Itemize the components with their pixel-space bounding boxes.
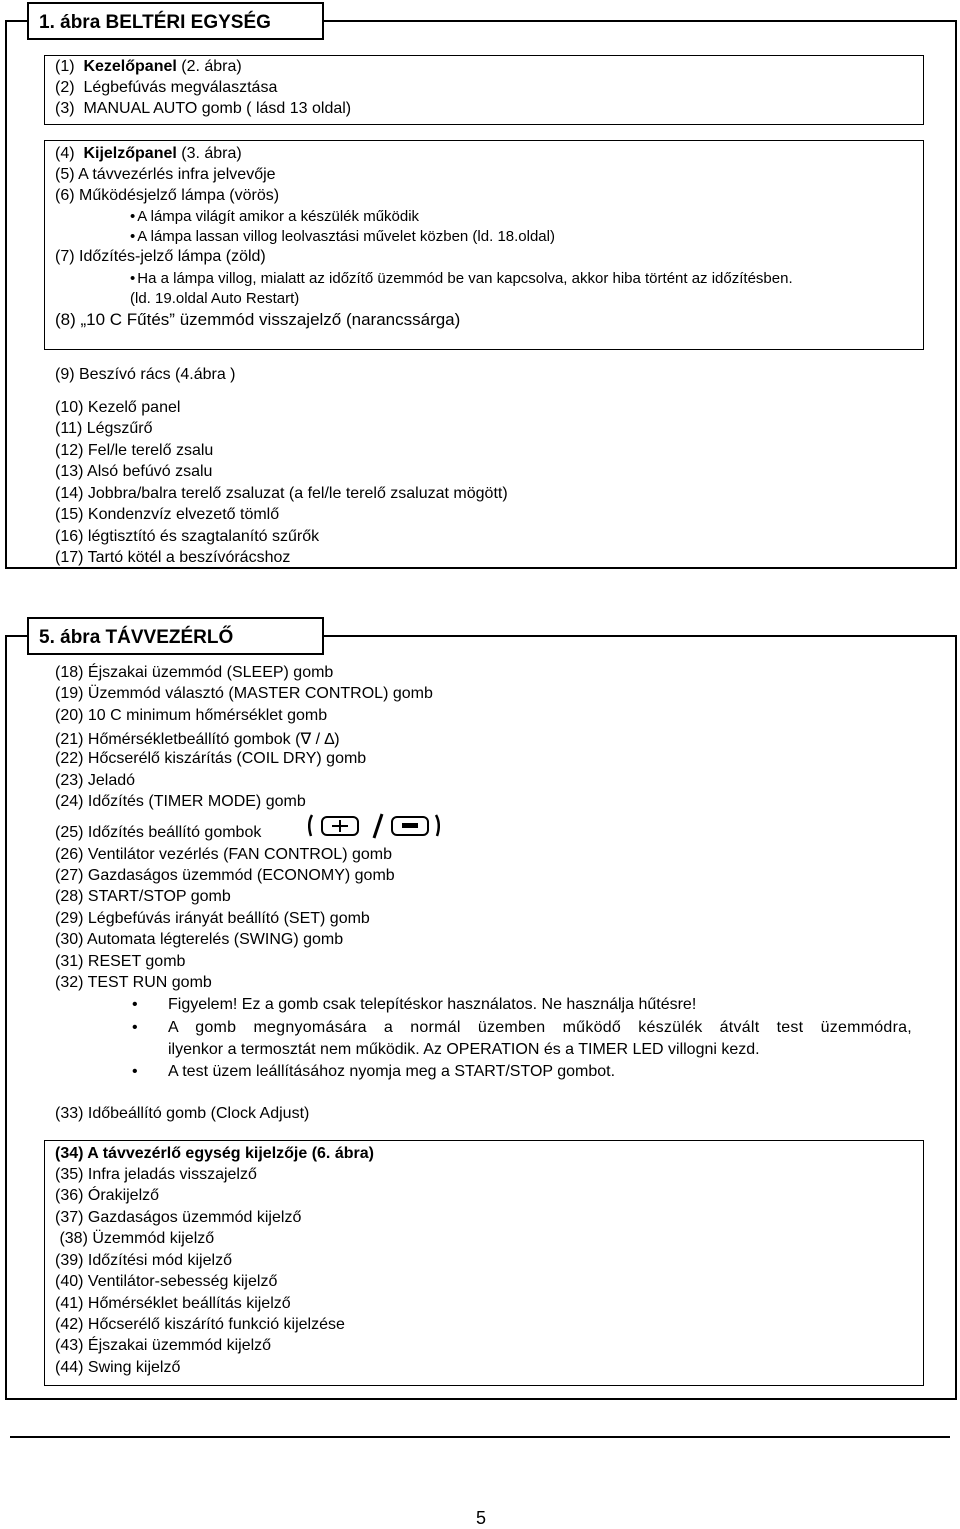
item-41: (41) Hőmérséklet beállítás kijelző (55, 1295, 291, 1312)
item-7-bullet: • Ha a lámpa villog, mialatt az időzítő üzemmód be van kapcsolva, akkor hiba történt az időzítésben. (130, 270, 793, 287)
item-35: (35) Infra jeladás visszajelző (55, 1166, 257, 1183)
item-11: (11) Légszűrő (55, 420, 153, 437)
fig1-title (27, 2, 324, 40)
test-bullet-2-line1: A gomb megnyomására a normál üzemben működő készülék átvált test üzemmódra, (168, 1019, 912, 1036)
item-44: (44) Swing kijelző (55, 1359, 181, 1376)
item-6-bullet-1: • A lámpa világít amikor a készülék működik (130, 208, 419, 225)
fig1-title-text: 1. ábra BELTÉRI EGYSÉG (39, 12, 271, 33)
item-4-num: (4) (55, 145, 75, 162)
item-13: (13) Alsó befúvó zsalu (55, 463, 213, 480)
item-6: (6) Működésjelző lámpa (vörös) (55, 187, 280, 204)
item-18: (18) Éjszakai üzemmód (SLEEP) gomb (55, 664, 334, 681)
footer-rule (10, 1436, 950, 1438)
item-25: (25) Időzítés beállító gombok (55, 824, 262, 841)
item-7: (7) Időzítés-jelző lámpa (zöld) (55, 248, 266, 265)
item-12: (12) Fel/le terelő zsalu (55, 442, 214, 459)
item-37: (37) Gazdaságos üzemmód kijelző (55, 1209, 302, 1226)
item-3-num: (3) (55, 100, 75, 117)
fig5-title-text: 5. ábra TÁVVEZÉRLŐ (39, 627, 234, 648)
item-31: (31) RESET gomb (55, 953, 186, 970)
item-22: (22) Hőcserélő kiszárítás (COIL DRY) gomb (55, 750, 367, 767)
item-1-label: Kezelőpanel (83, 58, 177, 75)
minus-button-icon (392, 817, 428, 835)
item-9: (9) Beszívó rács (4.ábra ) (55, 366, 236, 383)
item-23: (23) Jeladó (55, 772, 136, 789)
item-19: (19) Üzemmód választó (MASTER CONTROL) gomb (55, 685, 433, 702)
item-8: (8) „10 C Fűtés” üzemmód visszajelző (narancssárga) (55, 310, 461, 329)
item-21: (21) Hőmérsékletbeállító gombok (∇ / ∆) (55, 731, 340, 748)
item-3-label: MANUAL AUTO gomb ( lásd 13 oldal) (83, 100, 352, 117)
item-38: (38) Üzemmód kijelző (55, 1230, 215, 1247)
timer-set-buttons-icon (304, 811, 444, 841)
item-39: (39) Időzítési mód kijelző (55, 1252, 232, 1269)
item-36: (36) Órakijelző (55, 1187, 160, 1204)
bullet-dot: • (132, 1019, 138, 1036)
bullet-dot: • (132, 996, 138, 1013)
plus-button-icon (322, 817, 358, 835)
item-27: (27) Gazdaságos üzemmód (ECONOMY) gomb (55, 867, 395, 884)
item-1-rest: (2. ábra) (176, 58, 242, 75)
item-5: (5) A távvezérlés infra jelvevője (55, 166, 276, 183)
item-2 (55, 79, 277, 97)
item-3 (55, 100, 351, 118)
test-bullet-1: Figyelem! Ez a gomb csak telepítéskor használatos. Ne használja hűtésre! (168, 996, 697, 1013)
item-29: (29) Légbefúvás irányát beállító (SET) gomb (55, 910, 370, 927)
item-40: (40) Ventilátor-sebesség kijelző (55, 1273, 278, 1290)
item-34: (34) A távvezérlő egység kijelzője (6. ábra) (55, 1145, 374, 1162)
item-10: (10) Kezelő panel (55, 399, 181, 416)
item-15: (15) Kondenzvíz elvezető tömlő (55, 506, 280, 523)
item-28: (28) START/STOP gomb (55, 888, 231, 905)
item-1-num: (1) (55, 58, 75, 75)
test-bullet-2-line2: ilyenkor a termosztát nem működik. Az OPERATION és a TIMER LED villogni kezd. (168, 1041, 760, 1058)
item-32: (32) TEST RUN gomb (55, 974, 212, 991)
item-2-num: (2) (55, 79, 75, 96)
bullet-dot: • (132, 1063, 138, 1080)
item-26: (26) Ventilátor vezérlés (FAN CONTROL) gomb (55, 846, 392, 863)
item-42: (42) Hőcserélő kiszárító funkció kijelzése (55, 1316, 345, 1333)
item-2-label: Légbefúvás megválasztása (83, 79, 278, 96)
item-4-rest: (3. ábra) (176, 145, 242, 162)
item-16: (16) légtisztító és szagtalanító szűrők (55, 528, 320, 545)
item-33: (33) Időbeállító gomb (Clock Adjust) (55, 1105, 310, 1122)
fig1-bottom-rule (5, 567, 957, 569)
item-20: (20) 10 C minimum hőmérséklet gomb (55, 707, 328, 724)
item-17: (17) Tartó kötél a beszívórácshoz (55, 549, 291, 566)
item-24: (24) Időzítés (TIMER MODE) gomb (55, 793, 306, 810)
item-4 (55, 145, 242, 163)
page-number: 5 (476, 1508, 487, 1528)
item-6-bullet-2: • A lámpa lassan villog leolvasztási művelet közben (ld. 18.oldal) (130, 228, 555, 245)
item-30: (30) Automata légterelés (SWING) gomb (55, 931, 344, 948)
fig5-title (27, 617, 324, 655)
item-4-label: Kijelzőpanel (83, 145, 177, 162)
item-7-bullet-cont: (ld. 19.oldal Auto Restart) (130, 290, 300, 307)
item-1 (55, 58, 242, 76)
test-bullet-3: A test üzem leállításához nyomja meg a START/STOP gombot. (168, 1063, 616, 1080)
item-43: (43) Éjszakai üzemmód kijelző (55, 1337, 272, 1354)
item-14: (14) Jobbra/balra terelő zsaluzat (a fel/le terelő zsaluzat mögött) (55, 485, 508, 502)
